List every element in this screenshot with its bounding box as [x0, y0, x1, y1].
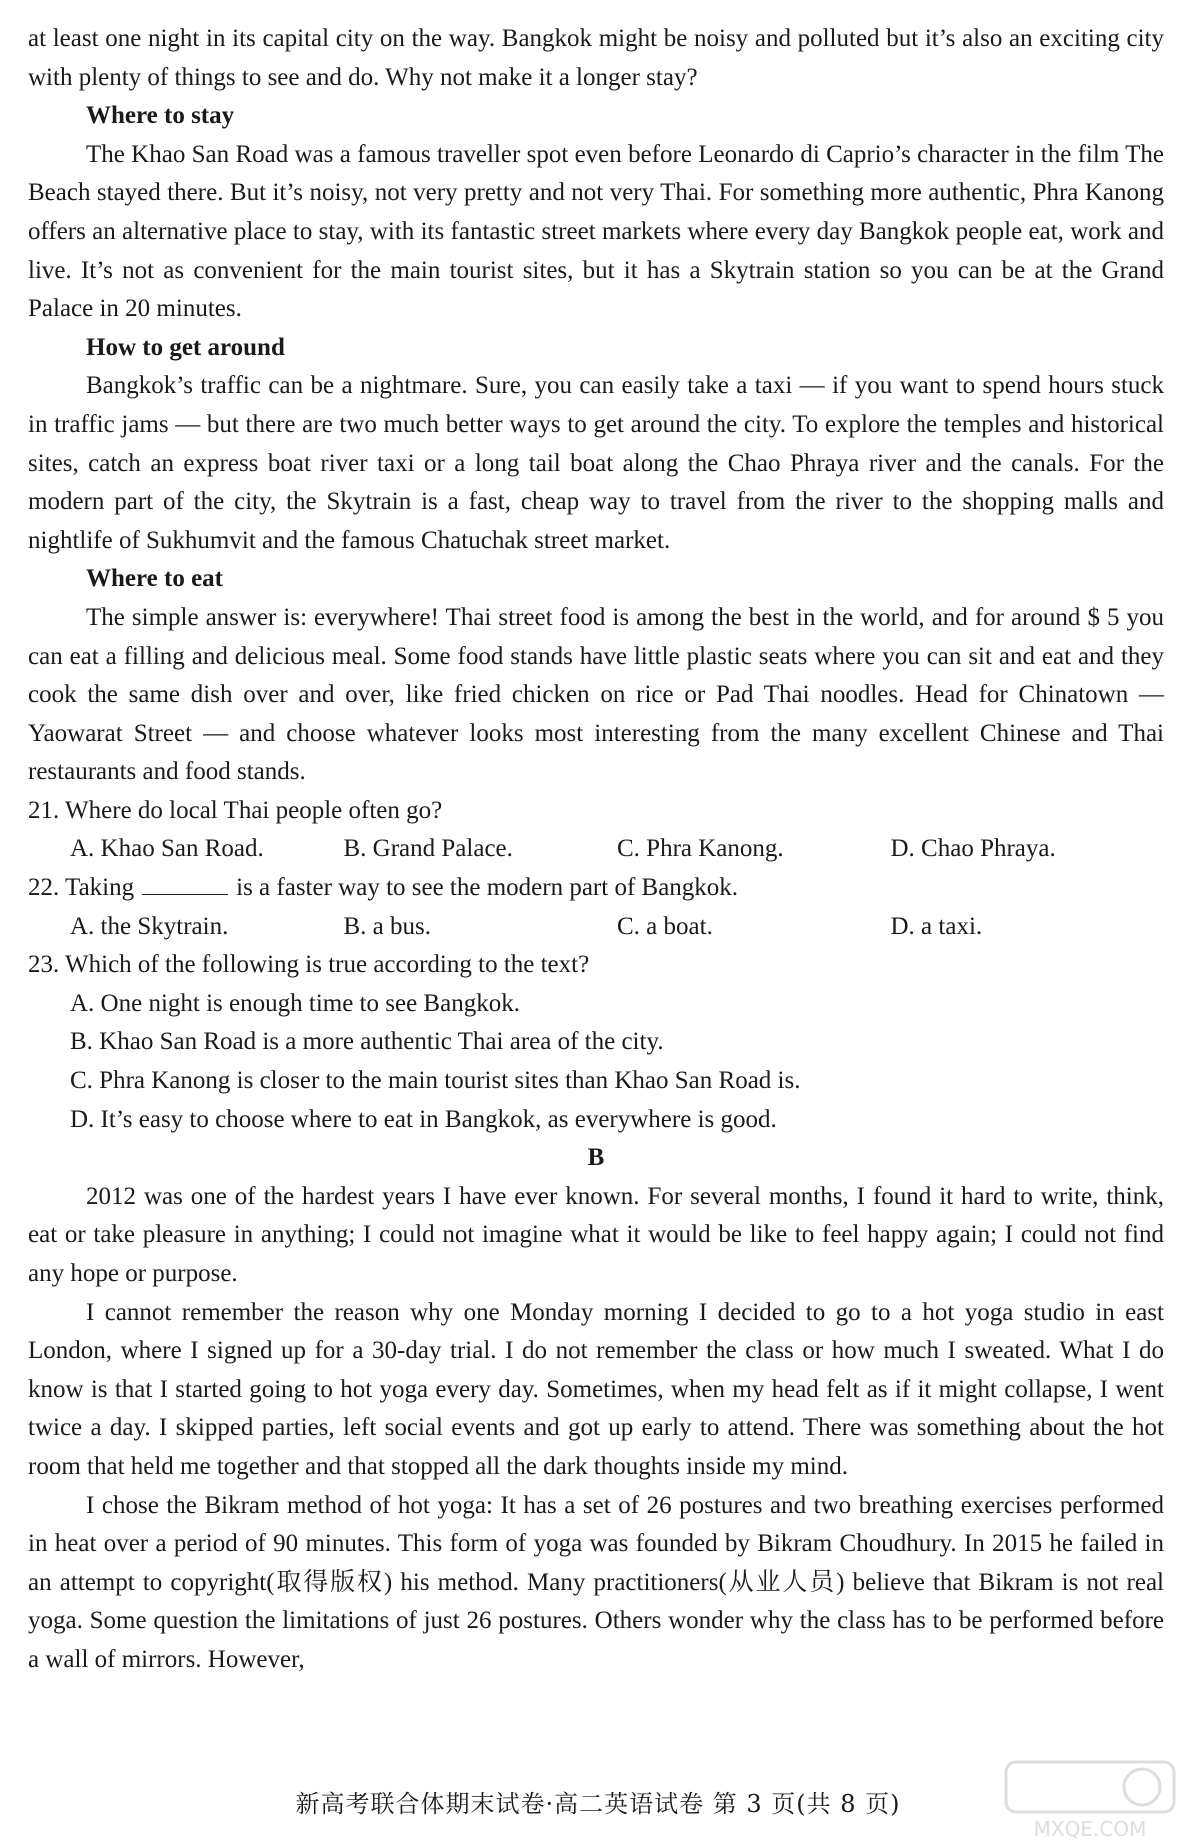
paragraph-b-2: I cannot remember the reason why one Monday morning I decided to go to a hot yoga studio in east London, where I signed up for a 30-day trial. I do not remember the class or how much I sweated. What I do know is that I started going to hot yoga every day. Sometimes, when my head felt as if it might collapse, I went twice a day. I skipped parties, left social events and got up early to attend. There was something about the hot room that held me together and that stopped all the dark thoughts inside my mind. — [28, 1298, 1164, 1480]
paragraph-intro: at least one night in its capital city on the way. Bangkok might be noisy and polluted but it’s also an exciting city with plenty of things to see and do. Why not make it a longer stay? — [28, 25, 1164, 91]
option-23-a[interactable]: A. One night is enough time to see Bangkok. — [70, 989, 520, 1017]
option-21-d[interactable]: D. Chao Phraya. — [890, 835, 1056, 863]
question-23-stem: 23. Which of the following is true according to the text? — [28, 951, 590, 979]
page-footer: 新高考联合体期末试卷·高二英语试卷 第 3 页(共 8 页) — [295, 1790, 901, 1818]
paragraph-how-to-get-around: Bangkok’s traffic can be a nightmare. Sure, you can easily take a taxi — if you want to spend hours stuck in traffic jams — but there are two much better ways to get around the city. To explore the temples and historical sites, catch an express boat river taxi or a long tail boat along the Chao Phraya river and the canals. For the modern part of the city, the Skytrain is a fast, cheap way to travel from the river to the shopping malls and nightlife of Sukhumvit and the famous Chatuchak street market. — [28, 372, 1164, 554]
paragraph-b-1: 2012 was one of the hardest years I have ever known. For several months, I found it hard to write, think, eat or take pleasure in anything; I could not imagine what it would be like to feel happy again; I could not find any hope or purpose. — [28, 1182, 1164, 1287]
option-23-b[interactable]: B. Khao San Road is a more authentic Thai area of the city. — [70, 1028, 664, 1056]
exam-page — [28, 20, 1164, 1680]
question-22-stem — [28, 869, 1164, 908]
watermark-text: MXQE.COM — [1033, 1817, 1147, 1841]
heading-how-to-get-around: How to get around — [86, 333, 285, 361]
question-22-stem-before: 22. Taking — [28, 874, 135, 902]
paragraph-b-3: I chose the Bikram method of hot yoga: It has a set of 26 postures and two breathing exercises performed in heat over a period of 90 minutes. This form of yoga was founded by Bikram Choudhury. In 2015 he failed in an attempt to copyright(取得版权) his method. Many practitioners(从业人员) believe that Bikram is not real yoga. Some question the limitations of just 26 postures. Others wonder why the class has to be performed before a wall of mirrors. However, — [28, 1491, 1164, 1673]
option-23-c[interactable]: C. Phra Kanong is closer to the main tourist sites than Khao San Road is. — [70, 1067, 801, 1095]
paragraph-where-to-eat: The simple answer is: everywhere! Thai street food is among the best in the world, and for around $ 5 you can eat a filling and delicious meal. Some food stands have little plastic seats where you can sit and eat and they cook the same dish over and over, like fried chicken on rice or Pad Thai noodles. Head for Chinatown — Yaowarat Street — and choose whatever looks most interesting from the many excellent Chinese and Thai restaurants and food stands. — [28, 603, 1164, 786]
watermark-logo — [1002, 1756, 1178, 1842]
option-23-d[interactable]: D. It’s easy to choose where to eat in Bangkok, as everywhere is good. — [70, 1105, 777, 1133]
answer-blank[interactable] — [142, 874, 228, 895]
option-22-a[interactable]: A. the Skytrain. — [70, 912, 229, 940]
question-22-options — [28, 908, 1164, 947]
option-22-b[interactable]: B. a bus. — [343, 912, 431, 940]
option-21-b[interactable]: B. Grand Palace. — [343, 835, 513, 863]
question-21-stem: 21. Where do local Thai people often go? — [28, 796, 443, 824]
option-21-a[interactable]: A. Khao San Road. — [70, 835, 264, 863]
paragraph-where-to-stay: The Khao San Road was a famous traveller spot even before Leonardo di Caprio’s character in the film The Beach stayed there. But it’s noisy, not very pretty and not very Thai. For something more authentic, Phra Kanong offers an alternative place to stay, with its fantastic street markets where every day Bangkok people eat, work and live. It’s not as convenient for the main tourist sites, but it has a Skytrain station so you can be at the Grand Palace in 20 minutes. — [28, 140, 1164, 323]
option-21-c[interactable]: C. Phra Kanong. — [617, 835, 784, 863]
option-22-d[interactable]: D. a taxi. — [890, 912, 983, 940]
heading-where-to-eat: Where to eat — [86, 565, 223, 593]
option-22-c[interactable]: C. a boat. — [617, 912, 713, 940]
section-b-label: B — [587, 1144, 605, 1172]
heading-where-to-stay: Where to stay — [86, 102, 235, 130]
question-21-options — [28, 830, 1164, 869]
question-22-stem-after: is a faster way to see the modern part of Bangkok. — [236, 874, 739, 902]
